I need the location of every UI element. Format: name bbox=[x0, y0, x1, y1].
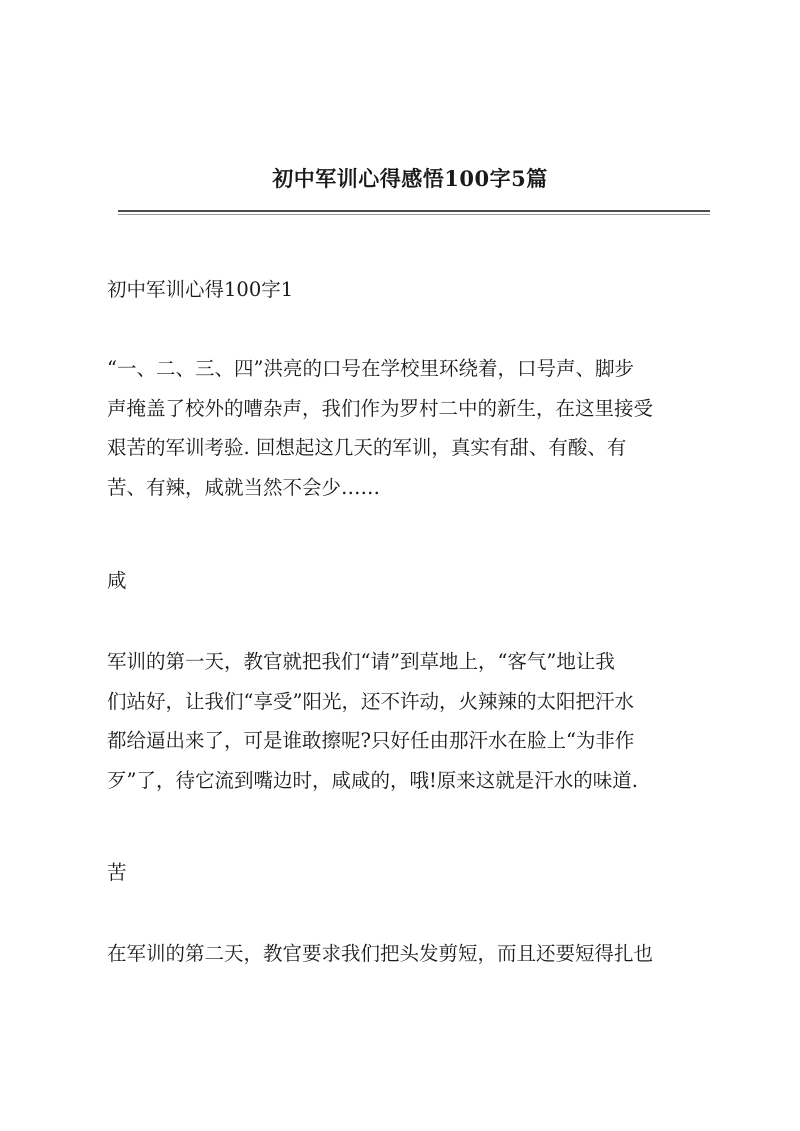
title-divider bbox=[118, 210, 710, 212]
paragraph-line: 艰苦的军训考验. 回想起这几天的军训，真实有甜、有酸、有 bbox=[107, 436, 627, 459]
document-title: 初中军训心得感悟100字5篇 bbox=[272, 166, 548, 191]
subheading-salty: 咸 bbox=[107, 569, 127, 592]
title-divider-thin bbox=[118, 214, 710, 215]
subheading-bitter: 苦 bbox=[107, 861, 127, 884]
paragraph-line: 都给逼出来了，可是谁敢擦呢?只好任由那汗水在脸上“为非作 bbox=[107, 729, 635, 752]
paragraph-line: 苦、有辣，咸就当然不会少…… bbox=[107, 475, 381, 499]
paragraph-line: 歹”了，待它流到嘴边时，咸咸的，哦!原来这就是汗水的味道. bbox=[107, 768, 639, 792]
paragraph-2 bbox=[107, 642, 727, 800]
paragraph-3 bbox=[107, 934, 727, 974]
paragraph-line: 在军训的第二天，教官要求我们把头发剪短，而且还要短得扎也 bbox=[107, 942, 654, 965]
paragraph-line: “一、二、三、四”洪亮的口号在学校里环绕着，口号声、脚步 bbox=[107, 357, 634, 380]
paragraph-line: 们站好，让我们“享受”阳光，还不许动，火辣辣的太阳把汗水 bbox=[107, 689, 634, 713]
paragraph-1 bbox=[107, 349, 727, 507]
paragraph-line: 军训的第一天，教官就把我们“请”到草地上，“客气”地让我 bbox=[107, 650, 615, 673]
section-heading: 初中军训心得100字1 bbox=[107, 278, 294, 301]
paragraph-line: 声掩盖了校外的嘈杂声，我们作为罗村二中的新生，在这里接受 bbox=[107, 396, 654, 420]
